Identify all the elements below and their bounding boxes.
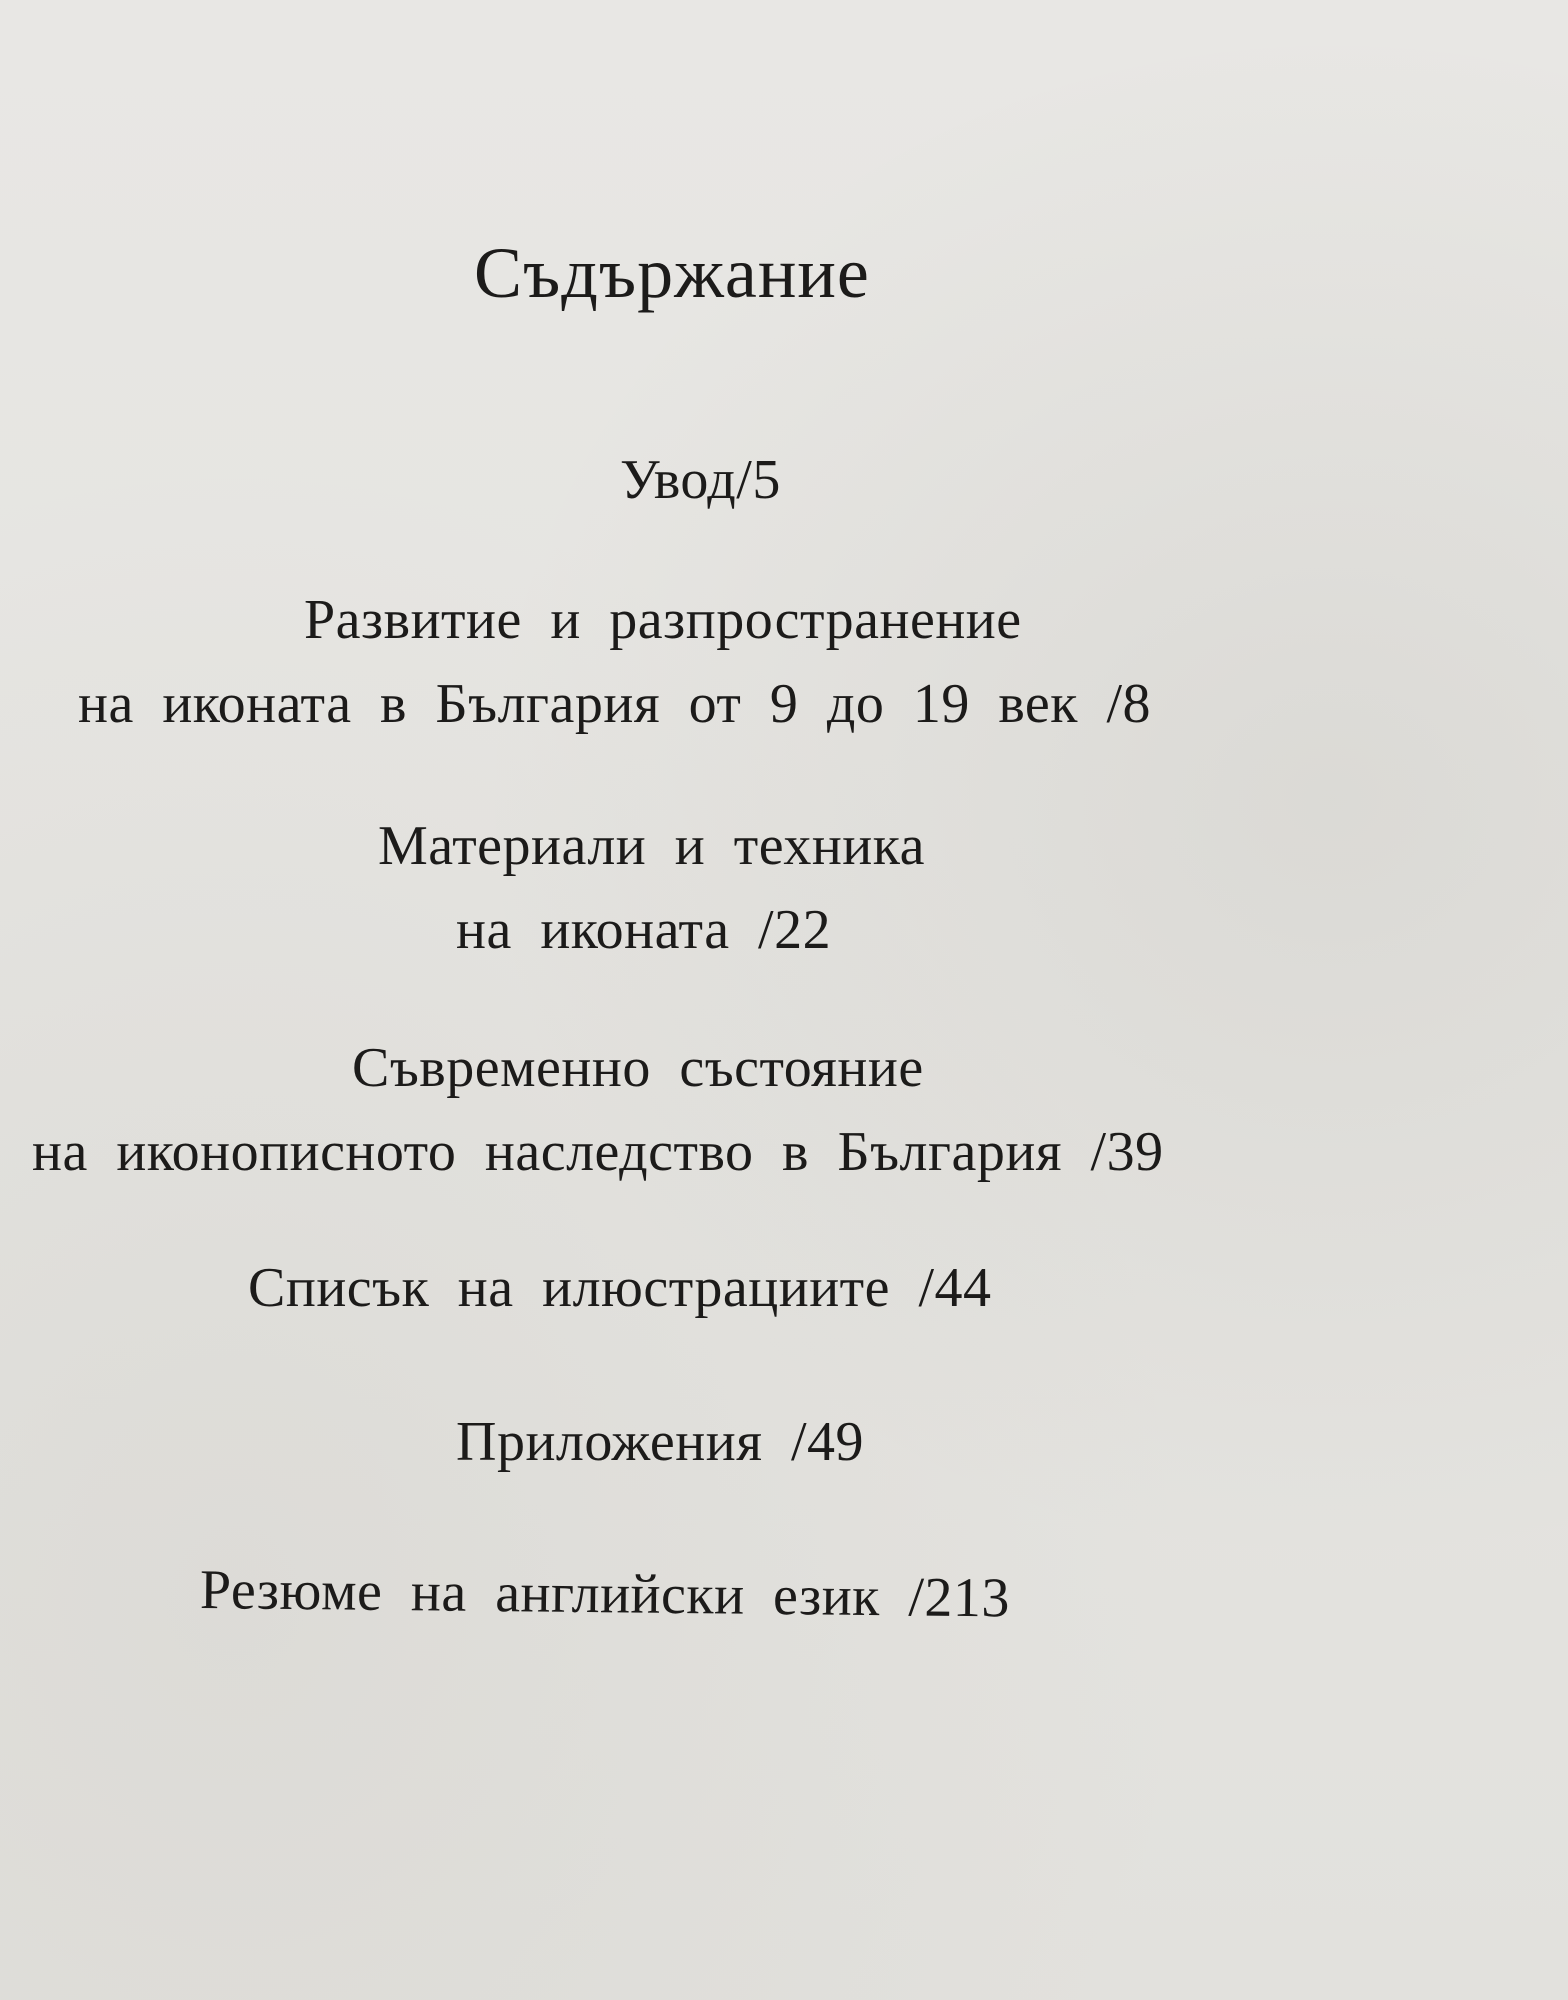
page-title: Съдържание [474,233,870,313]
toc-entry-current-state-line-2: на иконописното наследство в България /39 [32,1121,1164,1183]
toc-entry-materials-line-1: Материали и техника [378,815,925,877]
toc-entry-development-line-1: Развитие и разпространение [304,589,1022,651]
toc-entry-illustrations: Списък на илюстрациите /44 [248,1257,992,1319]
toc-entry-current-state-line-1: Съвременно състояние [352,1037,924,1099]
toc-entry-english-summary: Резюме на английски език /213 [199,1559,1011,1630]
toc-entry-appendices: Приложения /49 [456,1411,865,1473]
toc-entry-introduction: Увод/5 [620,449,781,511]
toc-entry-materials-line-2: на иконата /22 [456,899,832,961]
toc-entry-development-line-2: на иконата в България от 9 до 19 век /8 [78,673,1152,735]
